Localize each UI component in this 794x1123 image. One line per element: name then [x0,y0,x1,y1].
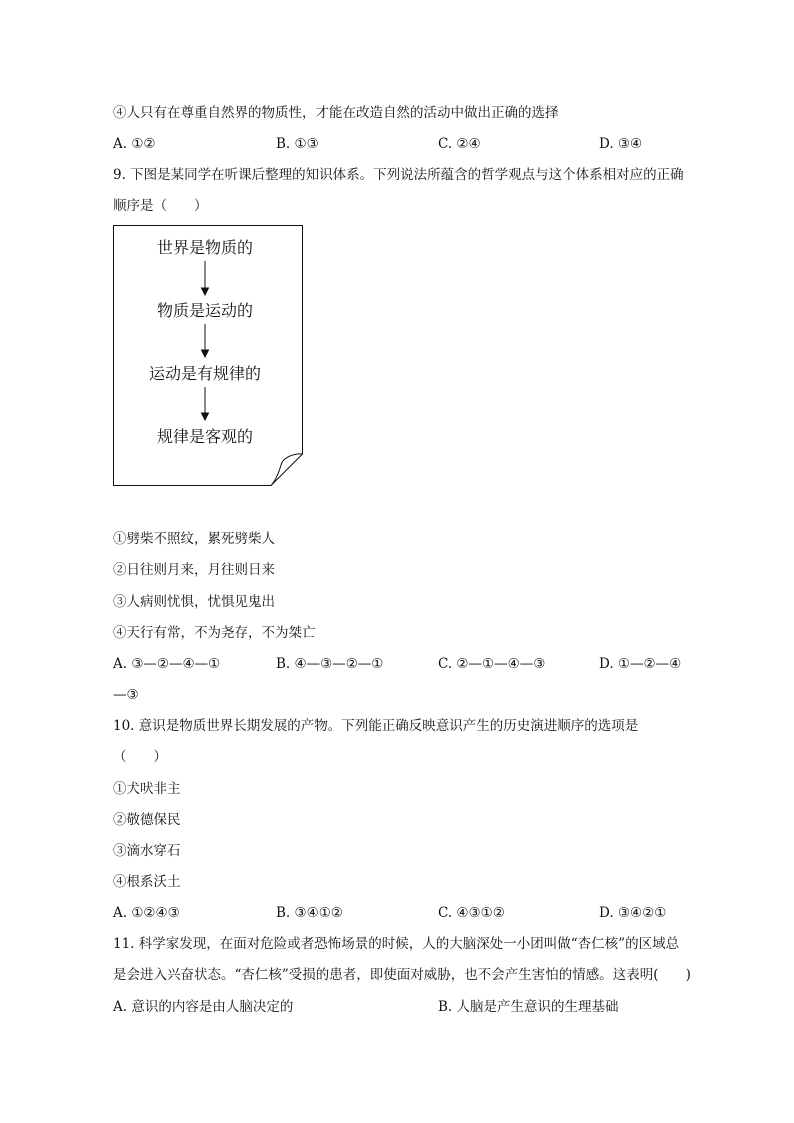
q9-option-a: A. ③—②—④—① [113,656,221,672]
flow-arrows [202,261,209,420]
q8-option-d: D. ③④ [599,136,643,152]
diagram-node-3: 运动是有规律的 [148,364,261,383]
q9-item-2: ②日往则月来，月往则日来 [113,562,275,578]
q10-item-4: ④根系沃土 [113,874,181,890]
q10-item-1: ①犬吠非主 [113,781,181,797]
diagram-node-1: 世界是物质的 [156,238,253,257]
q9-item-3: ③人病则忧惧，忧惧见鬼出 [113,594,275,610]
q10-stem-line-1: 10. 意识是物质世界长期发展的产物。下列能正确反映意识产生的历史演进顺序的选项是 [113,718,639,734]
q10-item-2: ②敬德保民 [113,812,181,828]
q8-option-a: A. ①② [113,136,156,152]
q11-option-a: A. 意识的内容是由人脑决定的 [113,999,294,1015]
q11-option-b: B. 人脑是产生意识的生理基础 [438,999,619,1015]
q10-option-b: B. ③④①② [276,905,343,921]
q10-option-d: D. ③④②① [599,905,667,921]
q8-option-c: C. ②④ [438,136,481,152]
q8-option-b: B. ①③ [276,136,319,152]
q10-item-3: ③滴水穿石 [113,843,181,859]
q9-stem-line-1: 9. 下图是某同学在听课后整理的知识体系。下列说法所蕴含的哲学观点与这个体系相对应的正确 [113,167,684,183]
q8-item-4: ④人只有在尊重自然界的物质性，才能在改造自然的活动中做出正确的选择 [113,105,559,121]
q9-option-c: C. ②—①—④—③ [438,656,546,672]
q11-stem-line-2: 是会进入兴奋状态。“杏仁核”受损的患者，即使面对威胁，也不会产生害怕的情感。这表明( ) [113,967,691,983]
q9-option-d: D. ①—②—④ [599,656,682,672]
knowledge-diagram [113,225,303,486]
q9-option-d-continued: —③ [113,687,139,703]
q9-stem-line-2: 顺序是（ ） [113,198,208,214]
q10-option-c: C. ④③①② [438,905,505,921]
q9-item-4: ④天行有常，不为尧存，不为桀亡 [113,625,316,641]
q10-stem-line-2: （ ） [113,749,167,765]
q11-stem-line-1: 11. 科学家发现，在面对危险或者恐怖场景的时候，人的大脑深处一小团叫做“杏仁核”的区域总 [113,936,680,952]
q9-option-b: B. ④—③—②—① [276,656,384,672]
diagram-node-2: 物质是运动的 [156,301,253,320]
q10-option-a: A. ①②④③ [113,905,180,921]
diagram-node-4: 规律是客观的 [156,427,253,446]
q9-item-1: ①劈柴不照纹，累死劈柴人 [113,531,275,547]
